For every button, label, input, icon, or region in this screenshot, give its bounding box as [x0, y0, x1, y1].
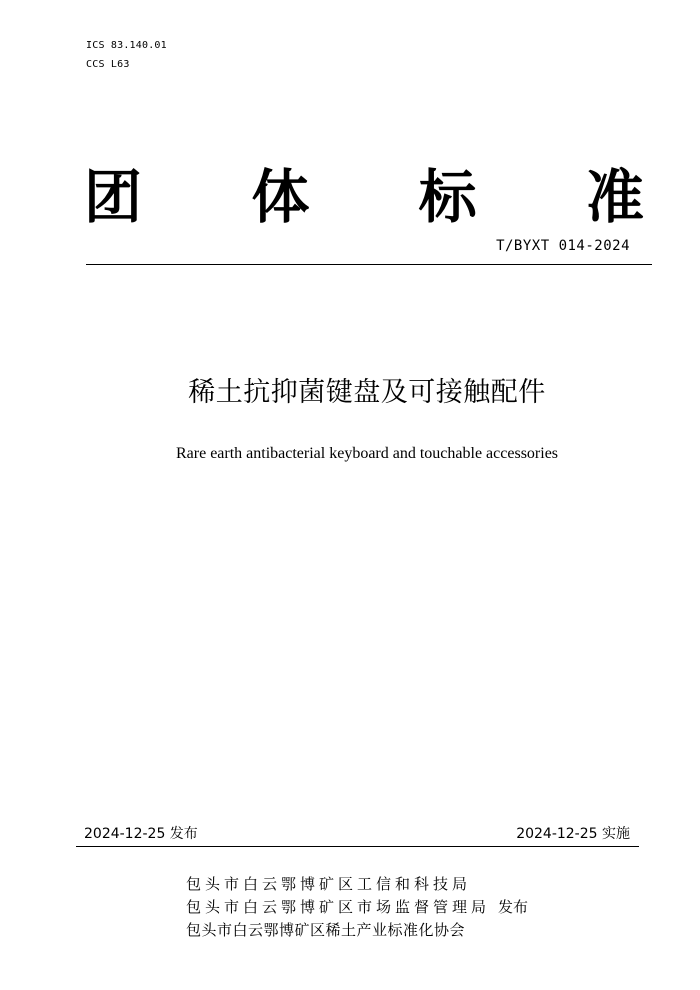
implementation-date: 2024-12-25 实施: [516, 826, 630, 842]
document-type-char: 团: [84, 163, 143, 231]
document-type-title: [84, 160, 644, 234]
document-type-char: 标: [418, 163, 477, 231]
issuer-name: 包头市白云鄂博矿区市场监督管理局: [186, 898, 491, 916]
ccs-code: CCS L63: [86, 59, 130, 70]
english-title: Rare earth antibacterial keyboard and touchable accessories: [175, 445, 559, 462]
standard-number: T/BYXT 014-2024: [496, 238, 630, 254]
publish-label: 发布: [498, 898, 529, 916]
issuer-line: [186, 872, 528, 895]
footer-divider: [76, 846, 639, 847]
issuer-name: 包头市白云鄂博矿区工信和科技局: [186, 875, 472, 893]
issue-date: 2024-12-25 发布: [84, 826, 198, 842]
issuer-list: [186, 872, 528, 941]
document-type-char: 体: [251, 163, 310, 231]
document-type-char: 准: [585, 163, 644, 231]
issuer-name: 包头市白云鄂博矿区稀土产业标准化协会: [186, 921, 466, 939]
header-divider: [86, 264, 652, 265]
issuer-line: [186, 918, 528, 941]
issuer-line: [186, 895, 528, 918]
chinese-title: 稀土抗抑菌键盘及可接触配件: [188, 377, 546, 408]
ics-code: ICS 83.140.01: [86, 40, 167, 51]
